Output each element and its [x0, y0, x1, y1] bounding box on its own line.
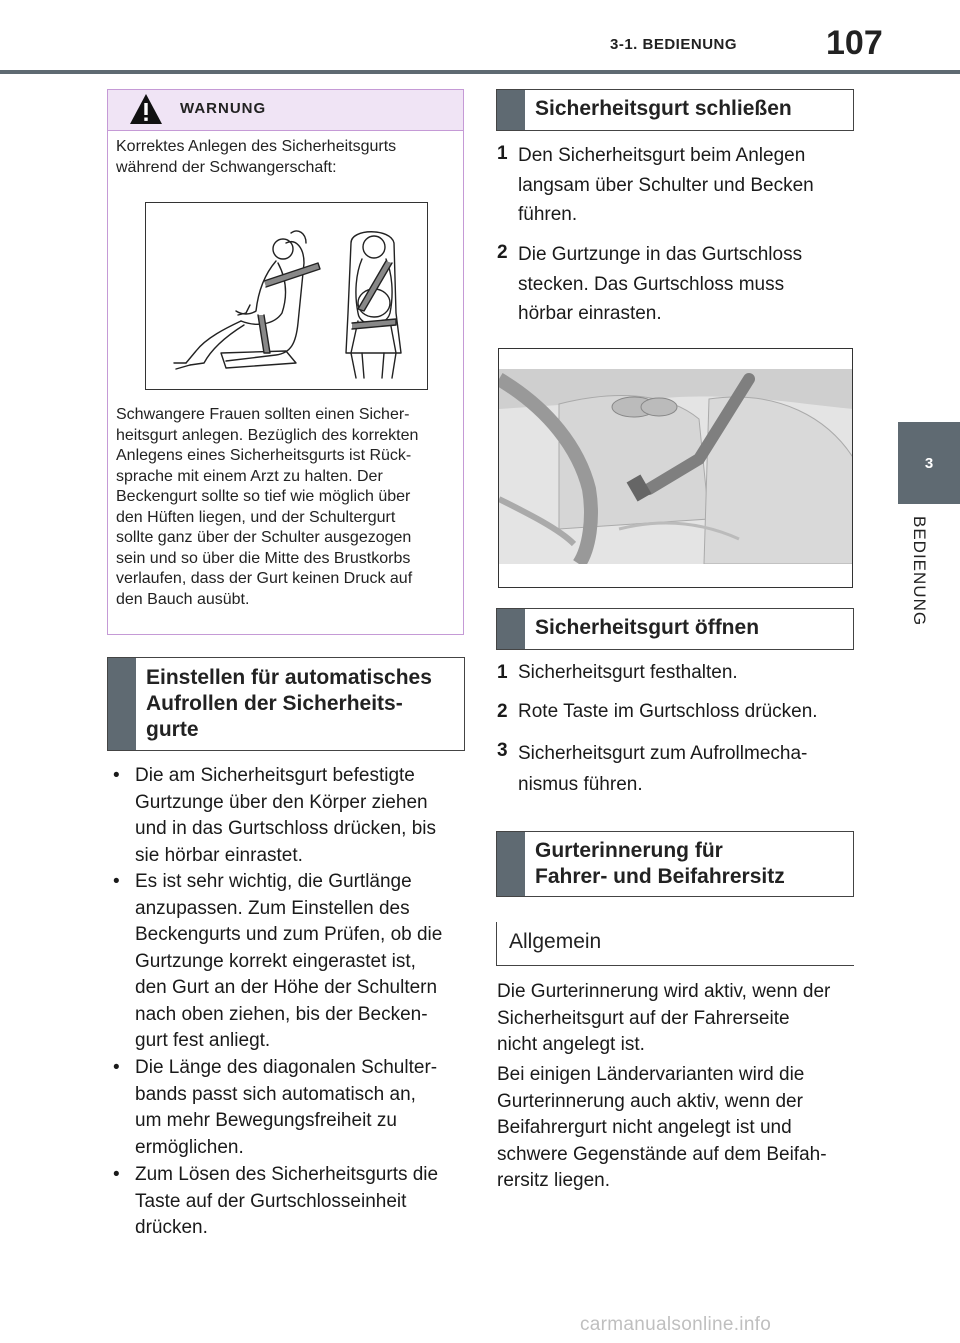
bullet-icon: •: [113, 1164, 120, 1185]
step-line: stecken. Das Gurtschloss muss: [518, 273, 785, 295]
heading-line: Gurterinnerung für: [535, 839, 723, 862]
section-heading-text: [535, 838, 785, 890]
paragraph-line: Gurterinnerung auch aktiv, wenn der: [497, 1090, 803, 1112]
paragraph-line: nicht angelegt ist.: [497, 1034, 645, 1055]
list-item-line: und in das Gurtschloss drücken, bis: [135, 818, 436, 839]
list-item: [113, 1162, 463, 1247]
list-item-line: ermöglichen.: [135, 1136, 244, 1158]
list-item-line: Gurtzunge korrekt eingerastet ist,: [135, 950, 416, 972]
warning-body-line: den Bauch ausübt.: [116, 590, 250, 608]
warning-body-line: sollte ganz über der Schulter ausgezogen: [116, 529, 412, 546]
reminder-paragraph-2: [497, 1062, 855, 1195]
list-item-line: anzupassen. Zum Einstellen des: [135, 897, 410, 919]
step-item: [497, 738, 853, 798]
step-line: führen.: [518, 204, 578, 225]
step-line: Sicherheitsgurt zum Aufrollmecha-: [518, 743, 808, 764]
step-number: 3: [497, 740, 508, 761]
warning-body-line: Schwangere Frauen sollten einen Sicher-: [116, 406, 410, 423]
step-line: Den Sicherheitsgurt beim Anlegen: [518, 145, 806, 166]
paragraph-line: rersitz liegen.: [497, 1170, 610, 1191]
warning-body-line: sein und so über die Mitte des Brustkorbs: [116, 549, 411, 567]
page-number: 107: [826, 24, 883, 62]
paragraph-line: Die Gurterinnerung wird aktiv, wenn der: [497, 981, 831, 1002]
bullet-icon: •: [113, 871, 120, 892]
step-number: 2: [497, 701, 508, 722]
step-line: Sicherheitsgurt festhalten.: [518, 662, 738, 683]
paragraph-line: Beifahrergurt nicht angelegt ist und: [497, 1117, 792, 1138]
step-line: langsam über Schulter und Becken: [518, 174, 814, 196]
list-item-line: Die am Sicherheitsgurt befestigte: [135, 765, 415, 786]
warning-body-line: Anlegens eines Sicherheitsgurts ist Rück-: [116, 447, 412, 464]
chapter-label: BEDIENUNG: [910, 516, 929, 627]
list-item-line: sie hörbar einrastet.: [135, 844, 303, 866]
step-line: hörbar einrasten.: [518, 303, 662, 324]
heading-line: Aufrollen der Sicherheits-: [146, 692, 403, 715]
section-heading-auto-retract: [107, 657, 465, 751]
list-item-line: Es ist sehr wichtig, die Gurtlänge: [135, 871, 412, 892]
car-interior-illustration: [499, 349, 853, 588]
pregnant-woman-seated-illustration: [146, 203, 426, 388]
step-number: 1: [497, 143, 508, 164]
list-item-line: Taste auf der Gurtschlosseinheit: [135, 1190, 407, 1212]
section-heading-reminder: [496, 831, 854, 897]
section-heading-text: Sicherheitsgurt öffnen: [535, 616, 760, 639]
section-heading-open: [496, 608, 854, 650]
warning-body-line: Beckengurt sollte so tief wie möglich über: [116, 488, 411, 505]
list-item: [113, 1055, 463, 1165]
subheading-general: [496, 922, 854, 966]
step-number: 1: [497, 662, 508, 683]
list-item-line: bands passt sich automatisch an,: [135, 1083, 416, 1105]
warning-triangle-icon: [128, 92, 164, 126]
step-item: [497, 240, 853, 326]
warning-body: [116, 405, 458, 610]
footer-watermark[interactable]: carmanualsonline.info: [580, 1314, 772, 1335]
heading-bar: [108, 658, 136, 750]
pregnancy-seatbelt-illustration: [145, 202, 428, 390]
seatbelt-buckle-photo: [498, 348, 853, 588]
heading-bar: [497, 609, 525, 649]
list-item-line: drücken.: [135, 1217, 208, 1238]
warning-body-line: verlaufen, dass der Gurt keinen Druck auf: [116, 570, 413, 587]
warning-body-line: den Hüften liegen, und der Schultergurt: [116, 508, 396, 526]
step-line: nismus führen.: [518, 774, 643, 795]
list-item: [113, 763, 463, 873]
warning-body-line: sprache mit einem Arzt zu halten. Der: [116, 467, 383, 485]
heading-bar: [497, 90, 525, 130]
chapter-tab: 3: [898, 422, 960, 504]
bullet-icon: •: [113, 1057, 120, 1078]
list-item: [113, 869, 463, 1059]
header-rule: [0, 70, 960, 74]
list-item-line: nach oben ziehen, bis der Becken-: [135, 1003, 428, 1025]
section-heading-text: Sicherheitsgurt schließen: [535, 97, 792, 120]
warning-title: WARNUNG: [180, 100, 267, 117]
list-item-line: Gurtzunge über den Körper ziehen: [135, 791, 428, 813]
paragraph-line: Sicherheitsgurt auf der Fahrerseite: [497, 1007, 790, 1029]
step-number: 2: [497, 242, 508, 263]
paragraph-line: Bei einigen Ländervarianten wird die: [497, 1064, 805, 1085]
list-item-line: Beckengurts und zum Prüfen, ob die: [135, 924, 443, 945]
heading-line: Fahrer- und Beifahrersitz: [535, 865, 785, 888]
list-item-line: gurt fest anliegt.: [135, 1030, 271, 1051]
heading-line: gurte: [146, 718, 199, 741]
step-item: [497, 699, 853, 729]
heading-line: Einstellen für automatisches: [146, 666, 432, 689]
subheading-text: Allgemein: [509, 930, 602, 953]
section-heading-fasten: [496, 89, 854, 131]
list-item-line: den Gurt an der Höhe der Schultern: [135, 977, 438, 998]
step-line: Rote Taste im Gurtschloss drücken.: [518, 701, 818, 722]
warning-intro-line: Korrektes Anlegen des Sicherheitsgurts: [116, 138, 397, 155]
warning-intro: [116, 137, 456, 178]
step-line: Die Gurtzunge in das Gurtschloss: [518, 244, 803, 265]
list-item-line: Die Länge des diagonalen Schulter-: [135, 1057, 438, 1078]
list-item-line: Zum Lösen des Sicherheitsgurts die: [135, 1164, 439, 1185]
step-item: [497, 141, 853, 227]
reminder-paragraph-1: [497, 979, 855, 1059]
bullet-icon: •: [113, 765, 120, 786]
list-item-line: um mehr Bewegungsfreiheit zu: [135, 1110, 397, 1131]
step-item: [497, 660, 853, 690]
warning-intro-line: während der Schwangerschaft:: [116, 158, 337, 176]
section-title: 3-1. BEDIENUNG: [610, 36, 738, 53]
heading-bar: [497, 832, 525, 896]
warning-body-line: heitsgurt anlegen. Bezüglich des korrekten: [116, 426, 419, 444]
section-heading-text: [146, 665, 432, 743]
paragraph-line: schwere Gegenstände auf dem Beifah-: [497, 1143, 827, 1165]
